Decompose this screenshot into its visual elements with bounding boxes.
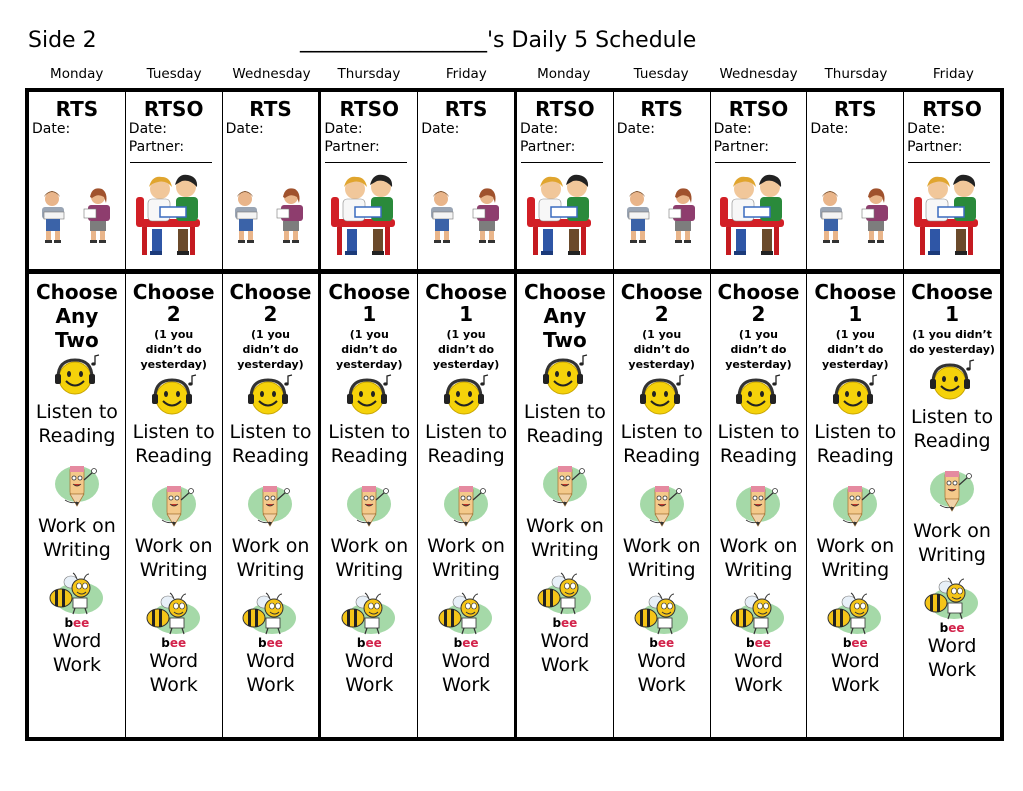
choice-cell bbox=[125, 274, 222, 737]
pencil-character-icon bbox=[51, 462, 103, 514]
pencil-character-icon bbox=[244, 482, 296, 534]
choose-count: 1 bbox=[362, 302, 377, 326]
choose-count: 2 bbox=[263, 302, 278, 326]
reading-type: RTS bbox=[640, 97, 683, 121]
choice-cell bbox=[514, 274, 613, 737]
choose-count: 2 bbox=[751, 302, 766, 326]
reading-cell bbox=[613, 92, 710, 269]
listen-to-reading-label: Listen to Reading bbox=[328, 421, 411, 467]
listen-to-reading-label: Listen to Reading bbox=[35, 401, 118, 447]
listen-to-reading-label: Listen to Reading bbox=[523, 401, 606, 447]
choose-label: Choose bbox=[132, 280, 215, 304]
reading-cell bbox=[514, 92, 613, 269]
bee-word bbox=[746, 637, 771, 649]
choose-label: Choose bbox=[328, 280, 411, 304]
reading-pair-illustration bbox=[910, 167, 994, 263]
bee-letters-ee: ee bbox=[365, 636, 382, 650]
bee-letter-b: b bbox=[161, 636, 170, 650]
reading-cell bbox=[806, 92, 903, 269]
work-on-writing-label: Work on Writing bbox=[231, 535, 310, 581]
day-header: Tuesday bbox=[633, 66, 689, 82]
reading-pair-illustration bbox=[327, 167, 411, 263]
listen-to-reading-label: Listen to Reading bbox=[814, 421, 897, 467]
choice-cell bbox=[29, 274, 125, 737]
headphones-smiley-icon bbox=[51, 354, 103, 400]
bee-letters-ee: ee bbox=[266, 636, 283, 650]
choose-count: 1 bbox=[848, 302, 863, 326]
headphones-smiley-icon bbox=[244, 374, 296, 420]
work-on-writing-label: Work on Writing bbox=[816, 535, 895, 581]
day-header: Thursday bbox=[337, 66, 401, 82]
headphones-smiley-icon bbox=[148, 374, 200, 420]
bee-letter-b: b bbox=[842, 636, 852, 650]
partner-label: Partner: bbox=[128, 139, 185, 155]
reading-cell bbox=[125, 92, 222, 269]
date-label: Date: bbox=[324, 121, 363, 137]
partner-label: Partner: bbox=[519, 139, 576, 155]
choose-count: 2 bbox=[166, 302, 181, 326]
reading-pair-illustration bbox=[523, 167, 607, 263]
bee-character-icon bbox=[341, 592, 397, 640]
pencil-character-icon bbox=[926, 467, 978, 519]
word-work-label: Word Work bbox=[441, 650, 491, 696]
bee-character-icon bbox=[827, 592, 883, 640]
choose-note: (1 you didn’t do yesterday) bbox=[140, 328, 207, 371]
pencil-character-icon bbox=[343, 482, 395, 534]
date-label: Date: bbox=[713, 121, 752, 137]
listen-to-reading-label: Listen to Reading bbox=[911, 406, 994, 452]
bee-letter-b: b bbox=[649, 636, 658, 650]
day-header: Monday bbox=[50, 66, 104, 82]
work-on-writing-label: Work on Writing bbox=[37, 515, 116, 561]
pencil-character-icon bbox=[636, 482, 688, 534]
day-header: Thursday bbox=[824, 66, 888, 82]
word-work-label: Word Work bbox=[540, 630, 590, 676]
bee-letters-ee: ee bbox=[851, 636, 868, 650]
word-work-label: Word Work bbox=[246, 650, 295, 696]
choice-cell bbox=[318, 274, 417, 737]
bee-character-icon bbox=[634, 592, 690, 640]
date-label: Date: bbox=[616, 121, 655, 137]
work-on-writing-label: Work on Writing bbox=[330, 535, 409, 581]
word-work-label: Word Work bbox=[830, 650, 880, 696]
headphones-smiley-icon bbox=[343, 374, 395, 420]
choice-row bbox=[29, 274, 1000, 737]
bee-word bbox=[161, 637, 186, 649]
bee-letters-ee: ee bbox=[561, 616, 578, 630]
day-header: Friday bbox=[445, 66, 487, 82]
choose-count: 1 bbox=[459, 302, 474, 326]
choose-note: (1 you didn’t do yesterday) bbox=[336, 328, 403, 371]
bee-letters-ee: ee bbox=[462, 636, 479, 650]
bee-letter-b: b bbox=[939, 621, 949, 635]
reading-cell bbox=[222, 92, 319, 269]
partner-label: Partner: bbox=[324, 139, 380, 155]
choose-label: Choose bbox=[425, 280, 508, 304]
bee-character-icon bbox=[924, 577, 980, 625]
reading-type: RTSO bbox=[728, 97, 789, 121]
choose-note: (1 you didn’t do yesterday) bbox=[628, 328, 695, 371]
reading-cell bbox=[903, 92, 1000, 269]
date-label: Date: bbox=[128, 121, 167, 137]
reading-cell bbox=[29, 92, 125, 269]
choose-label: Choose bbox=[229, 280, 312, 304]
day-header: Tuesday bbox=[146, 66, 202, 82]
schedule-grid bbox=[25, 88, 1004, 741]
word-work-label: Word Work bbox=[637, 650, 687, 696]
reading-type: RTSO bbox=[922, 97, 982, 121]
choice-cell bbox=[903, 274, 1000, 737]
reading-kids-illustration bbox=[621, 185, 703, 249]
bee-word bbox=[64, 617, 89, 629]
bee-character-icon bbox=[242, 592, 298, 640]
headphones-smiley-icon bbox=[539, 354, 591, 400]
partner-blank-line bbox=[715, 162, 797, 163]
choose-label: Choose bbox=[814, 280, 897, 304]
bee-letter-b: b bbox=[746, 636, 755, 650]
date-label: Date: bbox=[810, 121, 849, 137]
choice-cell bbox=[222, 274, 319, 737]
bee-letters-ee: ee bbox=[73, 616, 90, 630]
bee-word bbox=[552, 617, 577, 629]
bee-word bbox=[454, 637, 479, 649]
bee-character-icon bbox=[537, 572, 593, 620]
work-on-writing-label: Work on Writing bbox=[913, 520, 991, 566]
choose-label: Choose bbox=[523, 280, 606, 304]
reading-kids-illustration bbox=[814, 185, 896, 249]
reading-kids-illustration bbox=[425, 185, 507, 249]
bee-character-icon bbox=[49, 572, 105, 620]
word-work-label: Word Work bbox=[149, 650, 199, 696]
choice-cell bbox=[806, 274, 903, 737]
headphones-smiley-icon bbox=[732, 374, 784, 420]
headphones-smiley-icon bbox=[636, 374, 688, 420]
date-label: Date: bbox=[225, 121, 264, 137]
work-on-writing-label: Work on Writing bbox=[427, 535, 505, 581]
choose-label: Choose bbox=[620, 280, 703, 304]
reading-type: RTS bbox=[249, 97, 292, 121]
pencil-character-icon bbox=[440, 482, 492, 534]
reading-pair-illustration bbox=[132, 167, 216, 263]
bee-letter-b: b bbox=[356, 636, 366, 650]
pencil-character-icon bbox=[148, 482, 200, 534]
date-label: Date: bbox=[519, 121, 559, 137]
bee-letter-b: b bbox=[552, 616, 562, 630]
headphones-smiley-icon bbox=[926, 359, 978, 405]
pencil-character-icon bbox=[829, 482, 881, 534]
day-header: Wednesday bbox=[719, 66, 798, 82]
bee-letter-b: b bbox=[258, 636, 267, 650]
word-work-label: Word Work bbox=[344, 650, 394, 696]
listen-to-reading-label: Listen to Reading bbox=[229, 421, 312, 467]
choose-note: (1 you didn’t do yesterday) bbox=[725, 328, 792, 371]
choose-note: (1 you didn’t do yesterday) bbox=[909, 328, 995, 356]
choose-label: Choose bbox=[717, 280, 800, 304]
bee-letters-ee: ee bbox=[948, 621, 965, 635]
date-label: Date: bbox=[32, 121, 71, 137]
partner-blank-line bbox=[521, 162, 603, 163]
bee-word bbox=[940, 622, 965, 634]
reading-type: RTSO bbox=[339, 97, 400, 121]
choose-label: Choose bbox=[911, 280, 993, 304]
bee-word bbox=[258, 637, 283, 649]
bee-character-icon bbox=[730, 592, 786, 640]
headphones-smiley-icon bbox=[440, 374, 492, 420]
choice-cell bbox=[417, 274, 514, 737]
listen-to-reading-label: Listen to Reading bbox=[717, 421, 800, 467]
partner-label: Partner: bbox=[713, 139, 769, 155]
day-header: Monday bbox=[537, 66, 591, 82]
choose-count: 2 bbox=[654, 302, 669, 326]
word-work-label: Word Work bbox=[734, 650, 783, 696]
pencil-character-icon bbox=[732, 482, 784, 534]
choice-cell bbox=[613, 274, 710, 737]
headphones-smiley-icon bbox=[829, 374, 881, 420]
choose-note: (1 you didn’t do yesterday) bbox=[237, 328, 304, 371]
word-work-label: Word Work bbox=[927, 635, 977, 681]
work-on-writing-label: Work on Writing bbox=[622, 535, 701, 581]
work-on-writing-label: Work on Writing bbox=[525, 515, 604, 561]
partner-label: Partner: bbox=[907, 139, 963, 155]
choose-count: Any Two bbox=[543, 304, 587, 352]
bee-letter-b: b bbox=[64, 616, 74, 630]
side-label: Side 2 bbox=[28, 28, 97, 53]
bee-letters-ee: ee bbox=[169, 636, 187, 650]
choose-label: Choose bbox=[35, 280, 118, 304]
reading-cell bbox=[417, 92, 514, 269]
bee-letters-ee: ee bbox=[657, 636, 675, 650]
bee-word bbox=[649, 637, 674, 649]
word-work-label: Word Work bbox=[52, 630, 102, 676]
reading-cell bbox=[318, 92, 417, 269]
choose-count: 1 bbox=[945, 302, 960, 326]
choice-cell bbox=[710, 274, 807, 737]
choose-note: (1 you didn’t do yesterday) bbox=[822, 328, 889, 371]
bee-character-icon bbox=[146, 592, 202, 640]
reading-type: RTSO bbox=[535, 97, 595, 121]
partner-blank-line bbox=[325, 162, 407, 163]
reading-cell bbox=[710, 92, 807, 269]
reading-kids-illustration bbox=[229, 185, 311, 249]
schedule-title: _________________'s Daily 5 Schedule bbox=[300, 28, 697, 53]
reading-type: RTS bbox=[833, 97, 877, 121]
day-header-row bbox=[28, 66, 1002, 84]
day-header: Wednesday bbox=[232, 66, 311, 82]
pencil-character-icon bbox=[539, 462, 591, 514]
reading-row bbox=[29, 92, 1000, 274]
reading-type: RTS bbox=[444, 97, 488, 121]
reading-kids-illustration bbox=[36, 185, 118, 249]
day-header: Friday bbox=[932, 66, 974, 82]
listen-to-reading-label: Listen to Reading bbox=[620, 421, 703, 467]
bee-word bbox=[357, 637, 382, 649]
bee-word bbox=[843, 637, 868, 649]
work-on-writing-label: Work on Writing bbox=[719, 535, 798, 581]
choose-note: (1 you didn’t do yesterday) bbox=[432, 328, 500, 371]
reading-type: RTS bbox=[55, 97, 99, 121]
bee-letter-b: b bbox=[453, 636, 463, 650]
partner-blank-line bbox=[130, 162, 212, 163]
reading-type: RTSO bbox=[143, 97, 204, 121]
bee-letters-ee: ee bbox=[754, 636, 771, 650]
reading-pair-illustration bbox=[716, 167, 800, 263]
listen-to-reading-label: Listen to Reading bbox=[132, 421, 215, 467]
date-label: Date: bbox=[421, 121, 460, 137]
partner-blank-line bbox=[908, 162, 990, 163]
listen-to-reading-label: Listen to Reading bbox=[425, 421, 508, 467]
choose-count: Any Two bbox=[55, 304, 99, 352]
work-on-writing-label: Work on Writing bbox=[134, 535, 213, 581]
bee-character-icon bbox=[438, 592, 494, 640]
date-label: Date: bbox=[907, 121, 946, 137]
